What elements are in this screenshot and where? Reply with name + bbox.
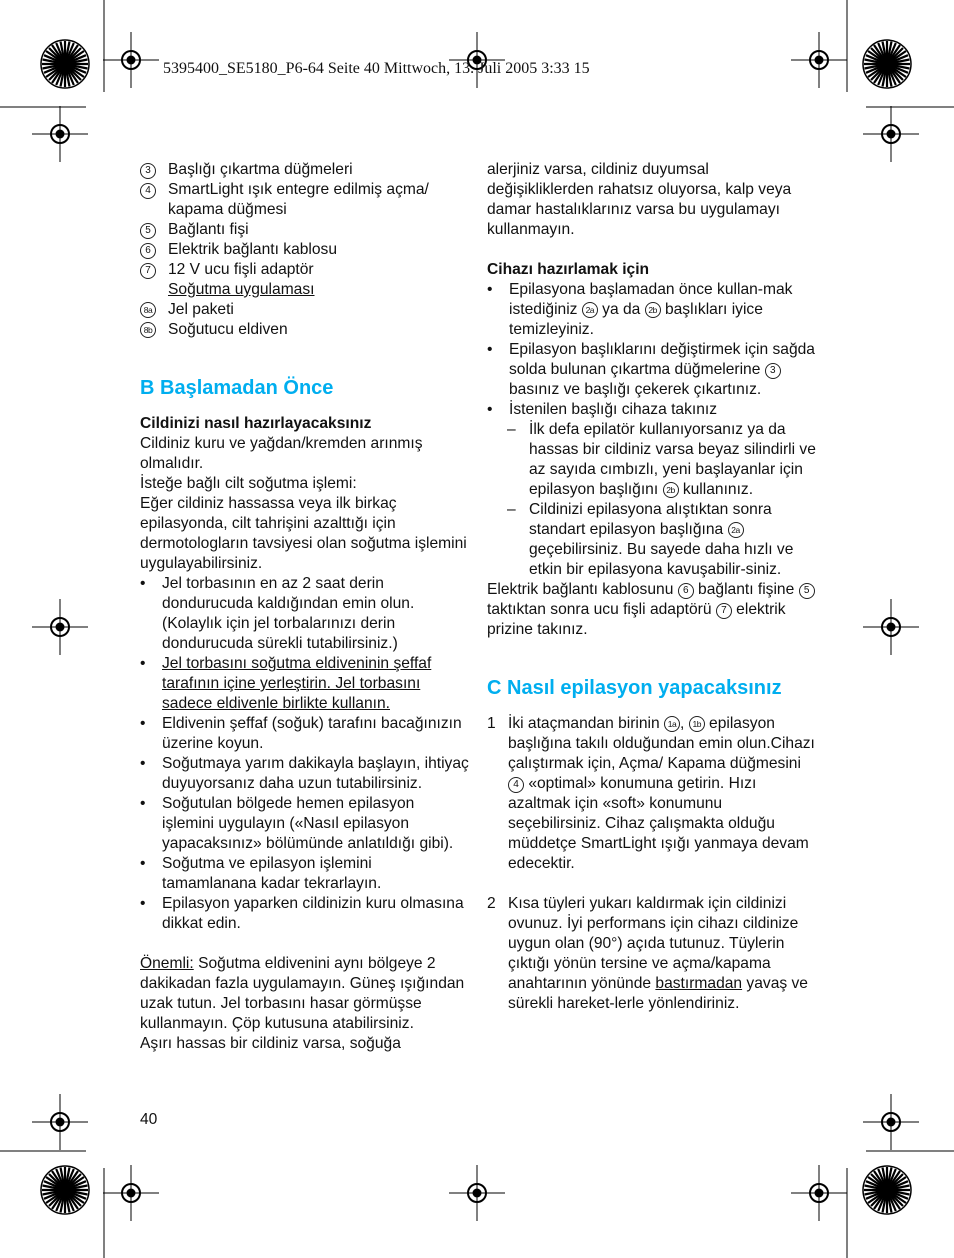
item-text: Soğutucu eldiven <box>168 321 288 338</box>
item-text: Jel paketi <box>168 301 234 318</box>
bullet-item: • Soğutma ve epilasyon işlemini tamamlanana kadar tekrarlayın. <box>140 855 382 892</box>
section-heading-b: B Başlamadan Önce <box>140 377 334 399</box>
page-number: 40 <box>140 1111 158 1128</box>
bullet-item: • Soğutmaya yarım dakikayla başlayın, ihtiyaç duyuyorsanız daha uzun tutabilirsiniz. <box>140 755 469 792</box>
important-note: Önemli: Soğutma eldivenini aynı bölgeye 2 dakikadan fazla uygulamayın. Güneş ışığından uzak tutun. Jel torbasını hasar görmüşse kullanmayın. Çöp kutusuna atabilirsiniz. <box>140 955 465 1032</box>
item-text: Elektrik bağlantı kablosu <box>168 241 338 258</box>
step-item: 1 İki ataçmandan birinin 1a , 1b epilasyon başlığına takılı olduğundan emin olun.Cihazı çalıştırmak için, Açma/ Kapama düğmesini 4 «optimal» konumuna getirin. Hızı azaltmak için «soft» konumunu seçebilirsiniz. Cihaz çalışmakta olduğu müddetçe SmartLight ışığı yanmaya devam edecektir. <box>487 715 815 872</box>
item-number: 5 <box>140 223 156 239</box>
connection-paragraph: Elektrik bağlantı kablosunu 6 bağlantı fişine 5 taktıktan sonra ucu fişli adaptörü 7 elektrik prizine takınız. <box>487 580 817 640</box>
bullet-item: • Epilasyon başlıklarını değiştirmek için sağda solda bulunan çıkartma düğmelerine 3 basınız ve başlığı çekerek çıkartınız. <box>487 341 815 398</box>
bullet-item: • Epilasyon yaparken cildinizin kuru olmasına dikkat edin. <box>140 895 464 932</box>
parts-item <box>140 260 470 300</box>
bullet-item: • Epilasyona başlamadan önce kullan-mak istediğiniz 2a ya da 2b başlıkları iyice temizleyiniz. <box>487 281 793 338</box>
item-text: Başlığı çıkartma düğmeleri <box>168 161 353 178</box>
paragraph: Cildiniz kuru ve yağdan/kremden arınmış olmalıdır. <box>140 435 423 472</box>
paragraph: alerjiniz varsa, cildiniz duyumsal değişikliklerden rahatsız oluyorsa, kalp veya damar hastalıklarınız varsa bu uygulamayı kullanmayın. <box>487 161 792 238</box>
bullet-item: • Soğutulan bölgede hemen epilasyon işlemini uygulayın («Nasıl epilasyon yapacaksınız» bölümünde anlatıldığı gibi). <box>140 795 454 852</box>
cooling-subtitle: Soğutma uygulaması <box>168 281 315 298</box>
section-heading-c: C Nasıl epilasyon yapacaksınız <box>487 677 782 699</box>
item-text: 12 V ucu fişli adaptör Soğutma uygulaması <box>168 261 315 298</box>
paragraph: İsteğe bağlı cilt soğutma işlemi: <box>140 475 357 492</box>
item-text: Bağlantı fişi <box>168 221 249 238</box>
item-number: 8b <box>140 322 156 338</box>
bullet-item: • Jel torbasını soğutma eldiveninin şeffaf tarafının içine yerleştirin. Jel torbasını sadece eldivenle birlikte kullanın. <box>140 655 432 712</box>
parts-item <box>140 180 470 220</box>
item-number: 4 <box>140 183 156 199</box>
print-header: 5395400_SE5180_P6-64 Seite 40 Mittwoch, 13. Juli 2005 3:33 15 <box>163 60 590 77</box>
bullet-item: • Jel torbasının en az 2 saat derin dondurucuda kaldığından emin olun. (Kolaylık için jel torbalarınızı derin dondurucuda sürekli tutabilirsiniz.) <box>140 575 415 652</box>
parts-item <box>140 160 470 180</box>
item-number: 3 <box>140 163 156 179</box>
subheading-prepare: Cihazı hazırlamak için <box>487 261 650 278</box>
item-text: SmartLight ışık entegre edilmiş açma/ kapama düğmesi <box>168 181 429 218</box>
bullet-item: • İstenilen başlığı cihaza takınız <box>487 401 718 418</box>
parts-item <box>140 300 470 320</box>
dash-item: – Cildinizi epilasyona alıştıktan sonra standart epilasyon başlığına 2a geçebilirsiniz. Bu sayede daha hızlı ve etkin bir epilasyona kavuşabilir-siniz. <box>507 501 794 578</box>
parts-item <box>140 240 470 260</box>
parts-item <box>140 320 470 340</box>
item-number: 6 <box>140 243 156 259</box>
step-item: 2 Kısa tüyleri yukarı kaldırmak için cildinizi ovunuz. İyi performans için cihazı cildinize uygun olan (90°) açıda tutunuz. Tüylerin çıktığı yönün tersine ve açma/kapama anahtarının yönünde bastırmadan yavaş ve sürekli hareket-lerle yönlendiriniz. <box>487 895 808 1012</box>
item-number: 8a <box>140 302 156 318</box>
dash-item: – İlk defa epilatör kullanıyorsanız ya da hassas bir cildiniz varsa beyaz silindirli ve az sayıda cımbızlı, yeni başlayanlar için epilasyon başlığını 2b kullanınız. <box>507 421 816 498</box>
subheading-skin: Cildinizi nasıl hazırlayacaksınız <box>140 415 372 432</box>
paragraph: Eğer cildiniz hassassa veya ilk birkaç epilasyonda, cilt tahrişini azalttığı için dermotologların tavsiyesi olan soğutma işlemini uygulayabilirsiniz. <box>140 495 467 572</box>
paragraph: Aşırı hassas bir cildiniz varsa, soğuğa <box>140 1035 401 1052</box>
right-column <box>487 160 817 1014</box>
left-column <box>140 160 470 1054</box>
item-number: 7 <box>140 263 156 279</box>
parts-item <box>140 220 470 240</box>
bullet-item: • Eldivenin şeffaf (soğuk) tarafını bacağınızın üzerine koyun. <box>140 715 462 752</box>
